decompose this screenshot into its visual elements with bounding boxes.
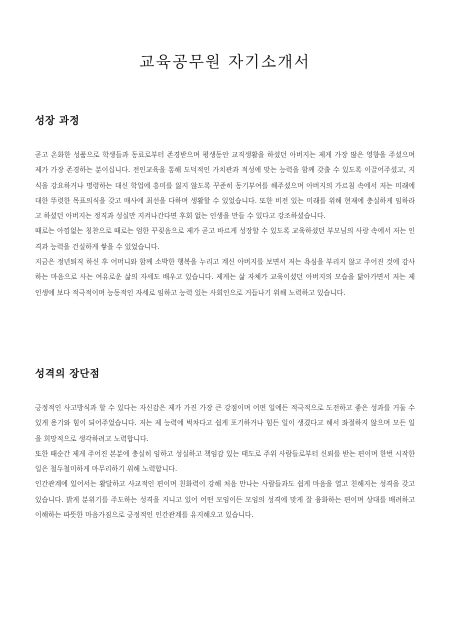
section-body-growth xyxy=(35,148,415,301)
paragraph: 인간관계에 있어서는 활달하고 사교적인 편이며 친화력이 강해 처음 만나는 사람들과도 쉽게 마음을 열고 친해지는 성격을 갖고 있습니다. 밝게 분위기를 주도하는 성격을 지니고 있어 어떤 모임이든 모임의 성격에 맞게 잘 융화하는 편이며 상대를 배려하고 이해하는 따뜻한 마음가짐으로 긍정적인 인간관계를 유지해오고 있습니다. xyxy=(35,480,415,520)
paragraph: 긍정적인 사고방식과 할 수 있다는 자신감은 제가 가진 가장 큰 강점이며 어떤 일에든 적극적으로 도전하고 좋은 성과를 거둘 수 있게 용기와 힘이 되어주었습니다. 저는 제 능력에 벅차다고 쉽게 포기하거나 힘든 일이 생겼다고 해서 좌절하지 않으며 모든 일을 희망적으로 생각하려고 노력합니다. xyxy=(35,403,415,443)
section-body-personality xyxy=(35,401,415,523)
section-heading-growth: 성장 과정 xyxy=(35,116,80,127)
paragraph: 또한 때순간 제게 주어진 본분에 충실히 임하고 성실하고 책임감 있는 태도로 주위 사람들로부터 신뢰를 받는 편이며 한번 시작한 일은 철두철미하게 마무리하기 위해 노력합니다. xyxy=(35,449,415,474)
paragraph: 때로는 아낌없는 칭찬으로 때로는 엄한 꾸짖음으로 제가 곧고 바르게 성장할 수 있도록 교육하셨던 부모님의 사랑 속에서 저는 인격과 능력을 건실하게 쌓을 수 있었습니다. xyxy=(35,227,415,251)
section-heading-personality: 성격의 장단점 xyxy=(35,368,100,380)
paragraph: 곧고 온화한 성품으로 학생들과 동료로부터 존경받으며 평생동안 교직생활을 하셨던 아버지는 제게 가장 많은 영향을 주셨으며 제가 가장 존경하는 분이십니다. 전인교육을 통해 도덕적인 가치관과 적성에 맞는 능력을 함께 갖출 수 있도록 이끌어주셨고, 지식을 강요하거나 명령하는 대신 학업에 흥미를 잃지 않도록 꾸준히 동기부여를 해주셨으며 아버지의 가르침 속에서 저는 미래에 대한 뚜렷한 목표의식을 갖고 매사에 최선을 다하며 생활할 수 있었습니다. 또한 비전 있는 미래를 위해 현재에 충실하게 임하라고 하셨던 아버지는 정직과 성실만 지켜나간다면 후회 없는 인생을 만들 수 있다고 강조하셨습니다. xyxy=(35,151,415,221)
document-title: 교육공무원 자기소개서 xyxy=(139,53,311,71)
paragraph: 지금은 정년퇴직 하신 후 어머니와 함께 소박한 행복을 누리고 계신 아버지를 보면서 저는 욕심을 부리지 않고 주어진 것에 감사하는 마음으로 사는 여유로운 삶의 자세도 배우고 있습니다. 제게는 삶 자체가 교육이셨던 아버지의 모습을 닮아가면서 저는 제 인생에 보다 적극적이며 능동적인 자세로 임하고 능력 있는 사회인으로 거듭나기 위해 노력하고 있습니다. xyxy=(35,258,415,297)
